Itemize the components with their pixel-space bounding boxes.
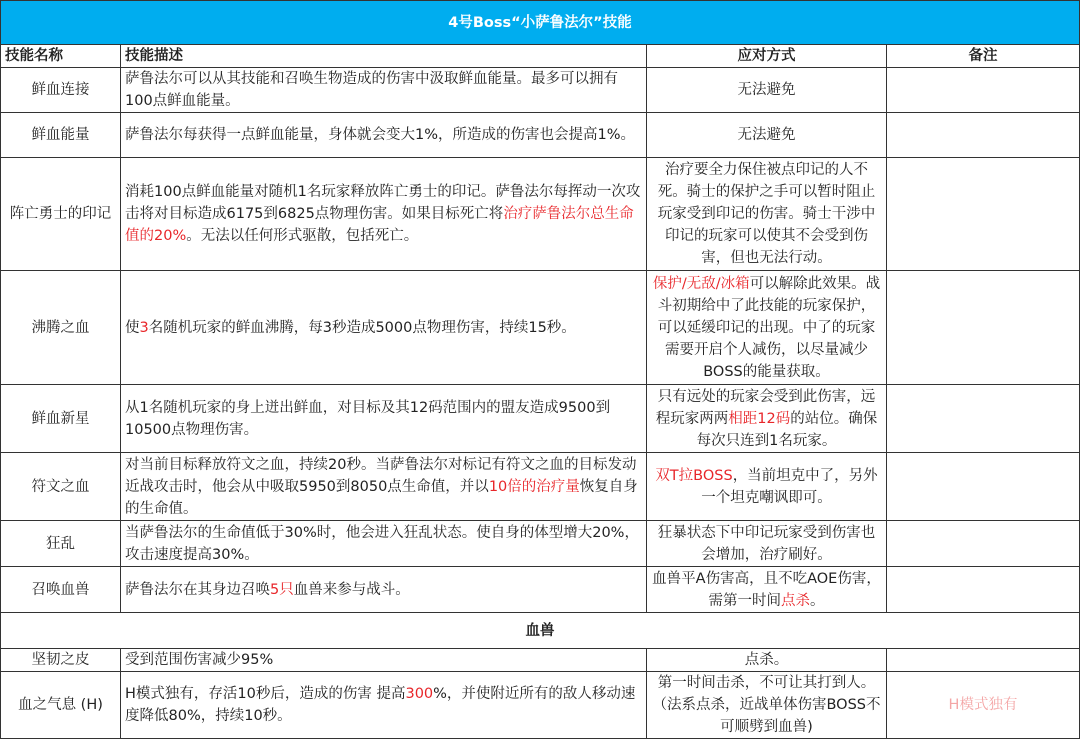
notes-cell xyxy=(887,385,1080,453)
text-segment: 无法避免 xyxy=(737,127,796,143)
header-row xyxy=(1,45,1080,68)
highlight-text: 10倍的治疗量 xyxy=(488,478,580,495)
section-title: 血兽 xyxy=(1,613,1080,649)
response-cell xyxy=(647,521,887,567)
skill-name-cell: 坚韧之皮 xyxy=(1,649,121,672)
skill-desc-cell xyxy=(121,649,647,672)
notes-cell xyxy=(887,68,1080,113)
text-segment: 当萨鲁法尔的生命值低于30%时，他会进入狂乱状态。使自身的体型增大20%，攻击速度提高30%。 xyxy=(125,524,639,563)
response-cell xyxy=(647,68,887,113)
table-row xyxy=(1,385,1080,453)
notes-cell xyxy=(887,113,1080,158)
text-segment: 可以解除此效果。战斗初期给中了此技能的玩家保护，可以延缓印记的出现。中了的玩家需要开启个人减伤，以尽量减少BOSS的能量获取。 xyxy=(657,275,881,380)
table-row xyxy=(1,271,1080,385)
notes-cell xyxy=(887,567,1080,613)
text-segment: 受到范围伤害减少95% xyxy=(125,652,274,668)
highlight-text: 治疗萨鲁法尔总生命值的20% xyxy=(125,206,634,244)
skill-desc-cell xyxy=(121,453,647,521)
skill-desc-cell xyxy=(121,385,647,453)
highlight-text: 300 xyxy=(405,686,434,702)
header-response: 应对方式 xyxy=(647,45,887,68)
skill-name-cell: 血之气息 (H) xyxy=(1,672,121,739)
table-row xyxy=(1,68,1080,113)
response-cell xyxy=(647,649,887,672)
text-segment: 恢复自身的生命值。 xyxy=(125,478,638,517)
text-segment: ，当前坦克中了，另外一个坦克嘲讽即可。 xyxy=(701,467,878,506)
table-row xyxy=(1,672,1080,739)
text-segment: 血兽来参与战斗。 xyxy=(293,581,410,598)
highlight-text: 相距12码 xyxy=(728,410,791,427)
response-cell xyxy=(647,158,887,271)
table-row xyxy=(1,521,1080,567)
text-segment: 无法避免 xyxy=(737,82,796,98)
highlight-text: 保护/无敌/冰箱 xyxy=(652,275,750,292)
text-segment: 名随机玩家的鲜血沸腾，每3秒造成5000点物理伤害，持续15秒。 xyxy=(148,319,576,336)
text-segment: 第一时间击杀，不可让其打到人。（法系点杀，近战单体伤害BOSS不可顺劈到血兽) xyxy=(652,675,881,735)
table-row xyxy=(1,113,1080,158)
text-segment: 点杀。 xyxy=(744,652,789,668)
header-notes: 备注 xyxy=(887,45,1080,68)
text-segment: H模式独有，存活10秒后，造成的伤害 提高 xyxy=(125,686,406,702)
response-cell xyxy=(647,672,887,739)
response-cell xyxy=(647,453,887,521)
skill-desc-cell xyxy=(121,567,647,613)
text-segment: 萨鲁法尔每获得一点鲜血能量，身体就会变大1%，所造成的伤害也会提高1%。 xyxy=(125,127,636,143)
notes-cell xyxy=(887,649,1080,672)
skill-name-cell: 召唤血兽 xyxy=(1,567,121,613)
response-cell xyxy=(647,385,887,453)
table-row xyxy=(1,649,1080,672)
highlight-text: 3 xyxy=(139,319,149,336)
text-segment: 从1名随机玩家的身上迸出鲜血，对目标及其12码范围内的盟友造成9500到10500点物理伤害。 xyxy=(125,399,611,438)
text-segment: 使 xyxy=(125,319,140,336)
table-title: 4号Boss“小萨鲁法尔”技能 xyxy=(1,1,1080,45)
text-segment: 只有远处的玩家会受到此伤害，远程玩家两两 xyxy=(655,388,876,427)
text-segment: 消耗100点鲜血能量对随机1名玩家释放阵亡勇士的印记。萨鲁法尔每挥动一次攻击将对目标造成6175到6825点物理伤害。如果目标死亡将 xyxy=(125,184,641,222)
table-row xyxy=(1,567,1080,613)
section-row xyxy=(1,613,1080,649)
table-row xyxy=(1,158,1080,271)
skill-desc-cell xyxy=(121,521,647,567)
response-cell xyxy=(647,113,887,158)
skill-name-cell: 沸腾之血 xyxy=(1,271,121,385)
title-row xyxy=(1,1,1080,45)
notes-cell: H模式独有 xyxy=(887,672,1080,739)
response-cell xyxy=(647,271,887,385)
header-skill-desc: 技能描述 xyxy=(121,45,647,68)
highlight-text: 点杀 xyxy=(781,592,810,609)
skill-desc-cell xyxy=(121,271,647,385)
text-segment: 对当前目标释放符文之血，持续20秒。当萨鲁法尔对标记有符文之血的目标发动近战攻击时，他会从中吸取5950到8050点生命值，并以 xyxy=(125,456,637,495)
skill-name-cell: 鲜血新星 xyxy=(1,385,121,453)
skill-name-cell: 符文之血 xyxy=(1,453,121,521)
text-segment: %，并使附近所有的敌人移动速度降低80%，持续10秒。 xyxy=(125,686,636,724)
skill-desc-cell xyxy=(121,68,647,113)
skill-name-cell: 阵亡勇士的印记 xyxy=(1,158,121,271)
text-segment: 。无法以任何形式驱散，包括死亡。 xyxy=(186,228,419,244)
skill-name-cell: 鲜血能量 xyxy=(1,113,121,158)
response-cell xyxy=(647,567,887,613)
skill-name-cell: 狂乱 xyxy=(1,521,121,567)
header-skill-name: 技能名称 xyxy=(1,45,121,68)
skill-desc-cell xyxy=(121,113,647,158)
skill-name-cell: 鲜血连接 xyxy=(1,68,121,113)
notes-cell xyxy=(887,158,1080,271)
text-segment: 的站位。确保每次只连到1名玩家。 xyxy=(696,410,878,449)
highlight-text: 双T拉BOSS xyxy=(655,467,733,484)
text-segment: 治疗要全力保住被点印记的人不死。骑士的保护之手可以暂时阻止玩家受到印记的伤害。骑士干涉中印记的玩家可以使其不会受到伤害，但也无法行动。 xyxy=(657,162,876,266)
notes-cell xyxy=(887,521,1080,567)
text-segment: 萨鲁法尔在其身边召唤 xyxy=(125,581,270,598)
highlight-text: 5只 xyxy=(270,581,294,598)
notes-cell xyxy=(887,453,1080,521)
notes-cell xyxy=(887,271,1080,385)
text-segment: 。 xyxy=(810,592,825,609)
text-segment: 萨鲁法尔可以从其技能和召唤生物造成的伤害中汲取鲜血能量。最多可以拥有100点鲜血能量。 xyxy=(125,71,618,109)
text-segment: 狂暴状态下中印记玩家受到伤害也会增加，治疗刷好。 xyxy=(657,524,876,563)
text-segment: 血兽平A伤害高，且不吃AOE伤害，需第一时间 xyxy=(652,570,881,609)
table-row xyxy=(1,453,1080,521)
skill-desc-cell xyxy=(121,672,647,739)
skill-desc-cell xyxy=(121,158,647,271)
